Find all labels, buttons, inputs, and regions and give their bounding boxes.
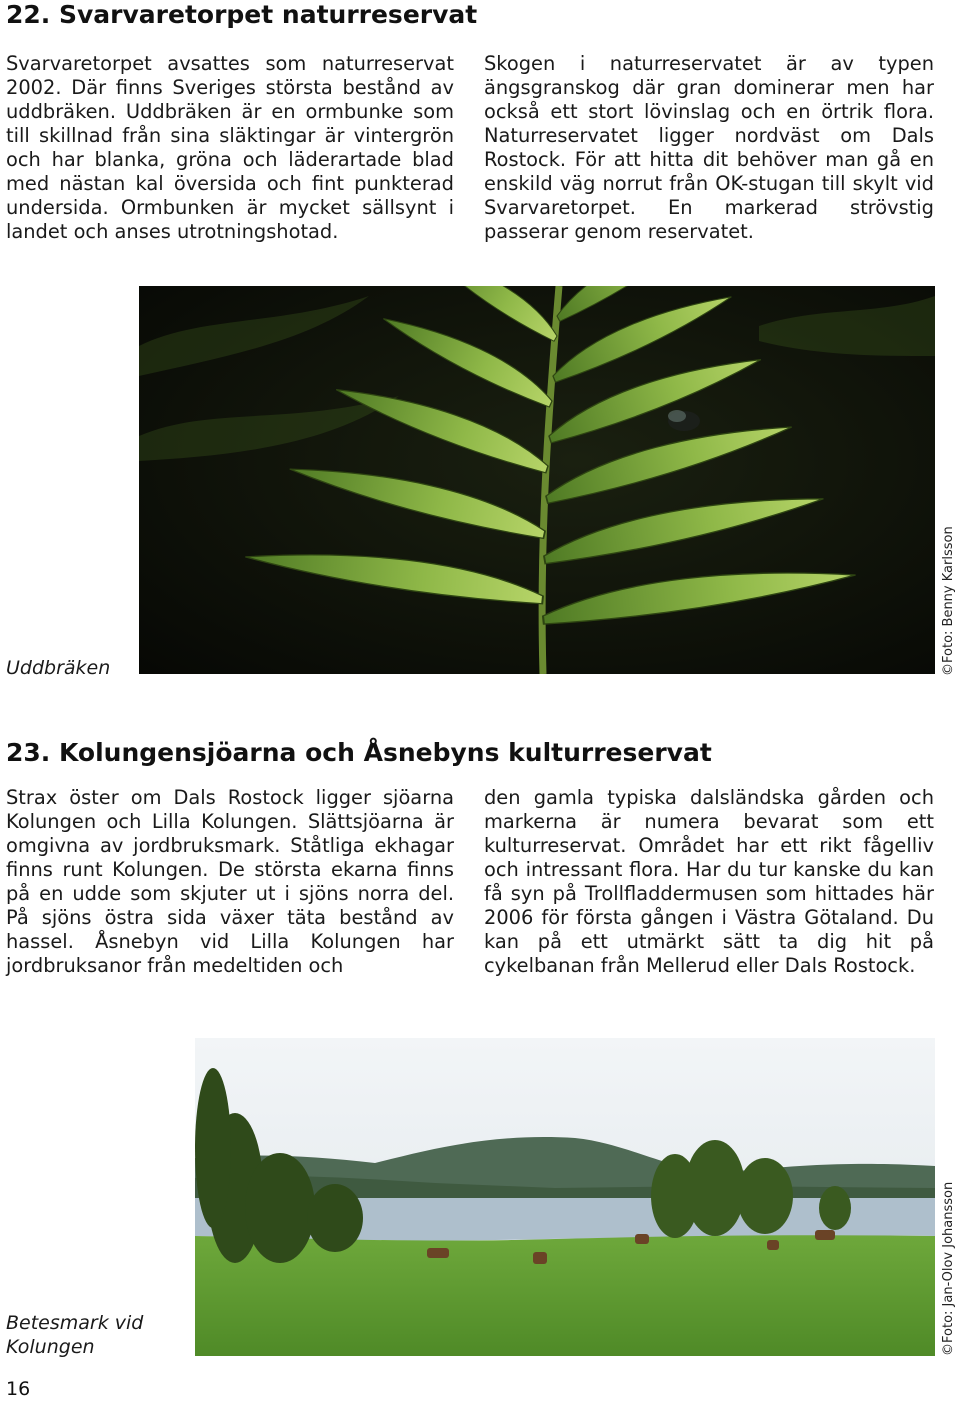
photo-caption: Betesmark vid Kolungen — [6, 1312, 144, 1358]
photo-credit: ©Foto: Benny Karlsson — [941, 526, 956, 676]
body-text-right: Skogen i naturreservatet är av typen ängsgranskog där gran dominerar men har också ett stort lövinslag och en örtrik flora. Naturreservatet ligger nordväst om Dals Rostock. För att hitta dit behöver man gå en enskild väg norrut från OK-stugan till skylt vid Svarvaretorpet. En markerad strövstig passerar genom reservatet. — [484, 52, 934, 243]
body-text-left: Svarvaretorpet avsattes som naturreservat 2002. Där finns Sveriges största bestånd av uddbräken. Uddbräken är en ormbunke som till skillnad från sina släktingar är vintergrön och har blanka, gröna och läderartade blad med nästan kal översida och fint punkterad undersida. Ormbunken är mycket sällsynt i landet och anses utrotningshotad. — [6, 52, 454, 243]
section-heading: 22. Svarvaretorpet naturreservat — [6, 0, 478, 29]
fern-photo — [139, 286, 935, 674]
meadow-photo — [195, 1038, 935, 1356]
body-text-right: den gamla typiska dalsländska gården och markerna är numera bevarat som ett kulturreservat. Området har ett rikt fågelliv och intressant flora. Har du tur kanske du kan få syn på Trollfladdermusen som hittades här 2006 för första gången i Västra Götaland. Du kan på ett utmärkt sätt ta dig hit på cykelbanan från Mellerud eller Dals Rostock. — [484, 786, 934, 977]
photo-caption: Uddbräken — [6, 657, 111, 679]
section-heading: 23. Kolungensjöarna och Åsnebyns kulturreservat — [6, 738, 712, 767]
page-number: 16 — [6, 1378, 31, 1400]
body-text-left: Strax öster om Dals Rostock ligger sjöarna Kolungen och Lilla Kolungen. Slättsjöarna är omgivna av jordbruksmark. Ståtliga ekhagar finns runt Kolungen. De största ekarna finns på en udde som skjuter ut i sjöns norra del. På sjöns östra sida växer täta bestånd av hassel. Åsnebyn vid Lilla Kolungen har jordbruksanor från medeltiden och — [6, 786, 454, 977]
photo-credit: ©Foto: Jan-Olov Johansson — [941, 1181, 956, 1356]
